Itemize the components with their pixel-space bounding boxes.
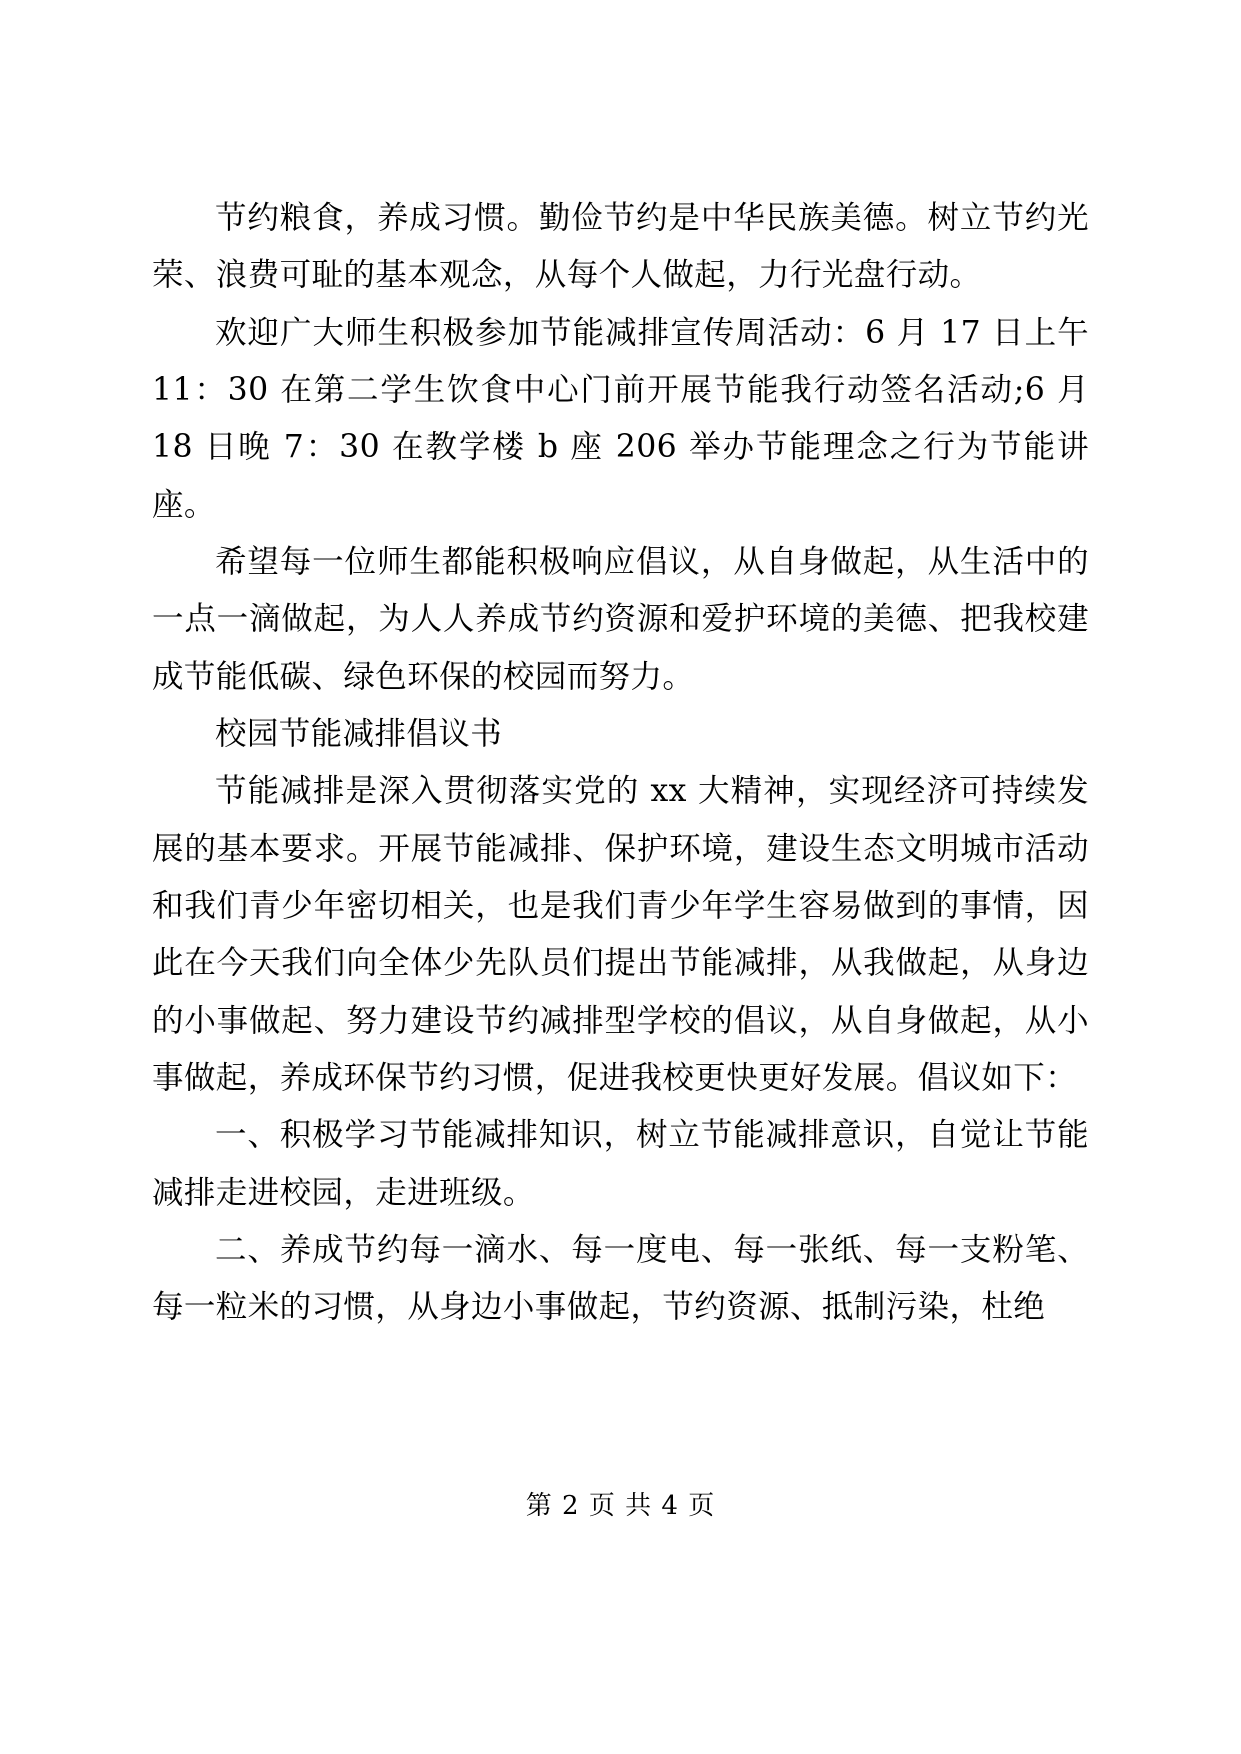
paragraph-3: 希望每一位师生都能积极响应倡议，从自身做起，从生活中的一点一滴做起，为人人养成节约资源和爱护环境的美德、把我校建成节能低碳、绿色环保的校园而努力。 — [152, 543, 1089, 695]
paragraph-1: 节约粮食，养成习惯。勤俭节约是中华民族美德。树立节约光荣、浪费可耻的基本观念，从每个人做起，力行光盘行动。 — [152, 200, 1089, 294]
page-footer: 第 2 页 共 4 页 — [525, 1491, 716, 1521]
paragraph-2: 欢迎广大师生积极参加节能减排宣传周活动：6 月 17 日上午 11：30 在第二学生饮食中心门前开展节能我行动签名活动;6 月 18 日晚 7：30 在教学楼 b 座 206 举办节能理念之行为节能讲座。 — [152, 314, 1089, 523]
paragraph-4: 节能减排是深入贯彻落实党的 xx 大精神，实现经济可持续发展的基本要求。开展节能减排、保护环境，建设生态文明城市活动和我们青少年密切相关，也是我们青少年学生容易做到的事情，因此在今天我们向全体少先队员们提出节能减排，从我做起，从身边的小事做起、努力建设节约减排型学校的倡议，从自身做起，从小事做起，养成环保节约习惯，促进我校更快更好发展。倡议如下： — [152, 773, 1089, 1096]
document-body — [152, 190, 1089, 1337]
section-heading: 校园节能减排倡议书 — [215, 715, 503, 752]
paragraph-5: 一、积极学习节能减排知识，树立节能减排意识，自觉让节能减排走进校园，走进班级。 — [152, 1117, 1089, 1211]
paragraph-6: 二、养成节约每一滴水、每一度电、每一张纸、每一支粉笔、每一粒米的习惯，从身边小事做起，节约资源、抵制污染，杜绝 — [152, 1231, 1089, 1326]
